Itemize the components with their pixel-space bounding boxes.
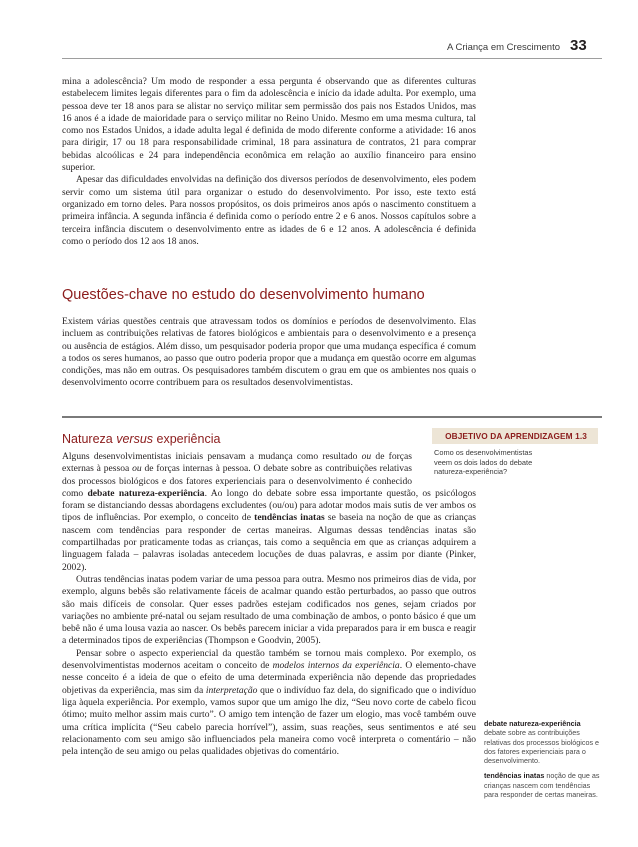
float-spacer — [412, 451, 476, 485]
glossary-entry — [484, 771, 604, 799]
intro-paragraph-1: mina a adolescência? Um modo de responder a essa pergunta é observando que as diferentes culturas estabelecem limites legais diferentes para o fim da adolescência e início da idade adulta. Por exemplo, uma pessoa deve ter 18 anos para se alistar no serviço militar sem permissão dos pais nos Estados Unidos, mas 16 anos é a idade de maioridade para o serviço militar no Reino Unido. Mesmo em uma mesma cultura, tal como nos Estados Unidos, a idade adulta legal é definida de modo diferente conforme a atividade: 16 anos para dirigir, 17 ou 18 para responsabilidade criminal, 18 para assinatura de contratos, 21 para comprar bebidas alcoólicas e 24 para independência econômica em relação ao auxílio financeiro para ensino superior. — [62, 76, 476, 174]
running-title: A Criança em Crescimento — [447, 42, 560, 53]
subsection-heading-italic: versus — [116, 432, 154, 446]
text-run: Pensar sobre o aspecto experiencial da questão também se tornou mais complexo. Por exemplo, os desenvolvimentistas modernos aceitam o conceito de — [62, 647, 476, 672]
italic-run: interpretação — [205, 684, 258, 696]
learning-objective-title: OBJETIVO DA APRENDIZAGEM 1.3 — [432, 428, 598, 444]
key-term: debate natureza-experiência — [87, 487, 205, 499]
glossary-term: tendências inatas — [484, 771, 545, 781]
section-divider — [62, 416, 602, 418]
intro-text — [62, 76, 476, 248]
text-run: . O elemento-chave nesse conceito é a ideia de que o efeito de uma determinada experiência não depende das propriedades objetivas da experiência, mas sim da — [62, 660, 476, 696]
header-rule — [62, 58, 602, 59]
glossary-definition: debate sobre as contribuições relativas dos processos biológicos e dos fatores experienciais para o desenvolvimento. — [484, 728, 600, 766]
text-run: que o indivíduo faz dela, do significado que o indivíduo liga àquela experiência. Por exemplo, vamos supor que um amigo lhe diz, “Seu novo corte de cabelo ficou ótimo; muito melhor assim mais curto”. O amigo tem intenção de fazer um elogio, mas você também ouve uma crítica implícita (“Seu cabelo parecia horrível”), assim, suas reações, seus sentimentos e até seu relacionamento com seu amigo são influenciados pela maneira como você interpreta o comentário – não pela intenção de seu amigo ou pelas qualidades objetivas do comentário. — [62, 684, 476, 758]
subsection-heading-part2: experiência — [153, 432, 221, 446]
nature-text — [62, 451, 476, 758]
nature-paragraph-2: Outras tendências inatas podem variar de uma pessoa para outra. Mesmo nos primeiros dias de vida, por exemplo, alguns bebês são relativamente fáceis de acalmar quando estão perturbados, ao passo que outros são mais difíceis de consolar. Quer esses padrões estejam codificados nos genes, sejam criados por variações no ambiente pré-natal ou sejam resultado de uma combinação de ambos, o ponto básico é que um bebê não é uma lousa vazia ao nascer. Os bebês parecem iniciar a vida preparados para ir em busca e reagir a determinados tipos de experiências (Thompson e Goodvin, 2005). — [62, 573, 476, 647]
intro-paragraph-2: Apesar das dificuldades envolvidas na definição dos diversos períodos de desenvolvimento, eles podem servir como um sistema útil para organizar o estudo do desenvolvimento. Por isso, este texto está organizado em torno deles. Para nossos propósitos, os dois primeiros anos após o nascimento constituem a primeira infância. A segunda infância é definida como o período entre 2 e 6 anos. Nossos capítulos sobre a terceira infância discutem o desenvolvimento entre as idades de 6 e 12 anos. A adolescência é definida como o período dos 12 aos 18 anos. — [62, 174, 476, 247]
glossary-sidebar — [484, 719, 604, 805]
glossary-definition: noção de que as crianças nascem com tendências para responder de certas maneiras. — [484, 771, 600, 800]
glossary-term: debate natureza-experiência — [484, 719, 581, 728]
italic-run: ou — [132, 463, 142, 475]
section-text — [62, 316, 476, 390]
text-run: de forças internas à pessoa. O debate sobre as contribuições relativas dos processos biológicos e dos fatores experienciais para o desenvolvimento é conhecido como — [62, 463, 412, 499]
subsection-heading-part1: Natureza — [62, 432, 117, 446]
text-run: . Ao longo do debate sobre essa importante questão, os psicólogos foram se distanciando dessas abordagens excludentes (ou/ou) para adotar modos mais sutis de ver ambos os tipos de influências. Por exemplo, o conceito de — [62, 487, 476, 524]
key-term: tendências inatas — [254, 512, 325, 524]
page-number: 33 — [570, 37, 587, 54]
italic-run: modelos internos da experiência — [272, 660, 400, 672]
learning-objective-text: Como os desenvolvimentistas veem os dois lados do debate natureza-experiência? — [434, 448, 533, 477]
subsection-heading — [62, 432, 220, 446]
italic-run: ou — [361, 451, 372, 462]
text-run: Alguns desenvolvimentistas iniciais pensavam a mudança como resultado — [62, 451, 362, 462]
section-heading: Questões-chave no estudo do desenvolvimento humano — [62, 287, 425, 303]
nature-paragraph-3 — [62, 648, 476, 759]
text-run: de forças externas à pessoa — [62, 451, 412, 475]
glossary-entry — [484, 719, 604, 765]
section-paragraph: Existem várias questões centrais que atravessam todos os domínios e períodos de desenvolvimento. Elas incluem as contribuições relativas de fatores biológicos e ambientais para o desenvolvimento e a presença ou ausência de estágios. Além disso, um pesquisador poderia propor que uma mudança específica é comum a todos os seres humanos, ao passo que outro poderia propor que a mudança em questão ocorre em algumas condições, mas não em outras. Os pesquisadores também discutem o grau em que os ambientes nos quais o desenvolvimento ocorre contribuem para os resultados desenvolvimentistas. — [62, 316, 476, 389]
text-run: se baseia na noção de que as crianças nascem com tendências para responder de certas maneiras. Algumas dessas tendências inatas são compartilhadas por praticamente todas as crianças, tais como a sequência em que as crianças adquirem a linguagem falada – palavras isoladas antecedem locuções de duas palavras, e assim por diante (Pinker, 2002). — [62, 512, 476, 573]
